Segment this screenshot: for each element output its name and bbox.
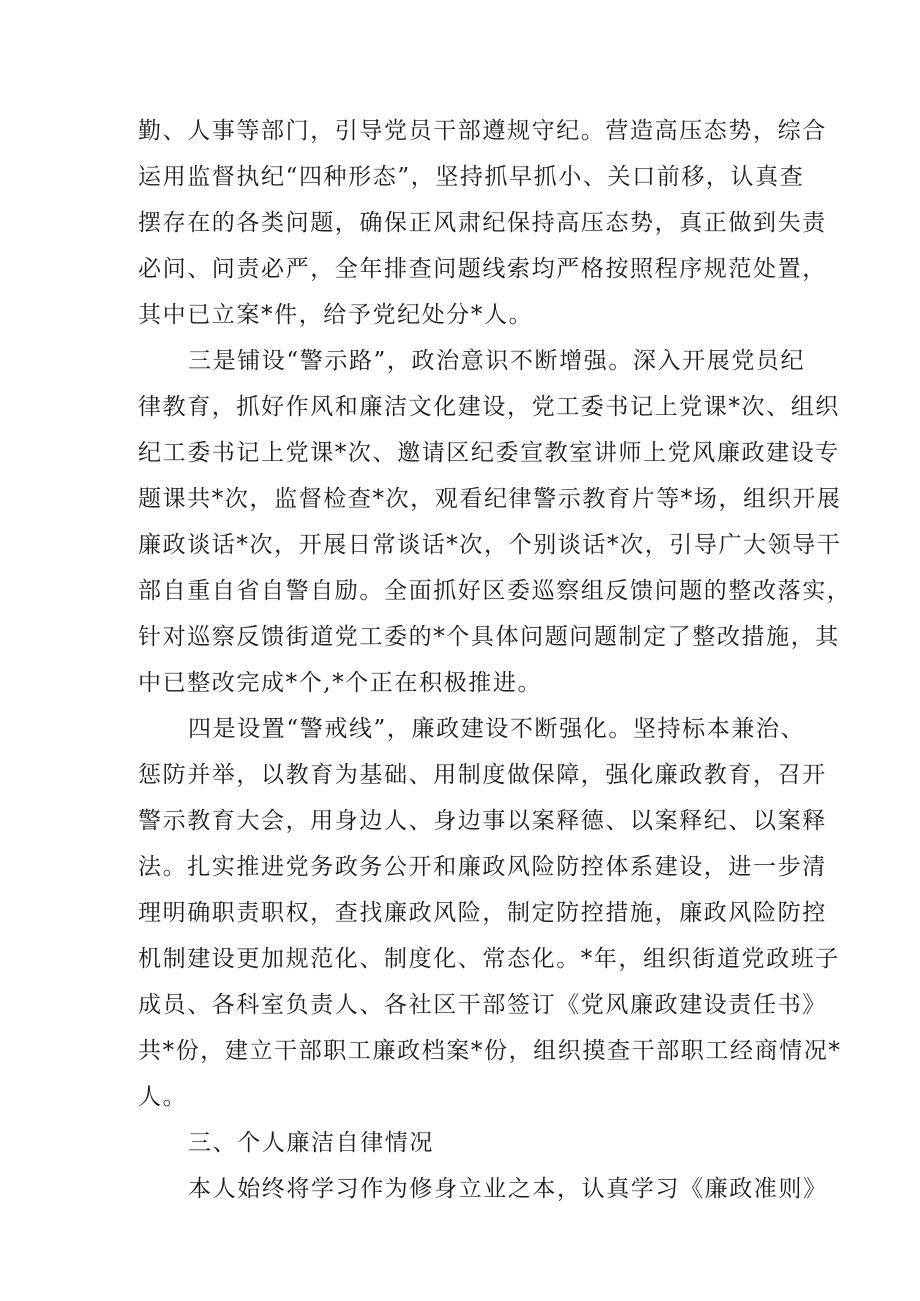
text-line: 机制建设更加规范化、制度化、常态化。*年，组织街道党政班子	[138, 946, 840, 972]
section-heading: 三、个人廉洁自律情况	[188, 1130, 434, 1156]
paragraph-start-line: 四是设置“警戒线”，廉政建设不断强化。坚持标本兼治、	[188, 716, 806, 742]
paragraph-start-line: 三是铺设“警示路”，政治意识不断增强。深入开展党员纪	[188, 348, 806, 374]
text-line: 警示教育大会，用身边人、身边事以案释德、以案释纪、以案释	[138, 808, 827, 834]
text-line: 其中已立案*件，给予党纪处分*人。	[138, 302, 534, 328]
text-line: 运用监督执纪“四种形态”，坚持抓早抓小、关口前移，认真查	[138, 164, 805, 190]
text-line: 中已整改完成*个,*个正在积极推进。	[138, 670, 543, 696]
text-line: 理明确职责职权，查找廉政风险，制定防控措施，廉政风险防控	[138, 900, 827, 926]
text-line: 部自重自省自警自励。全面抓好区委巡察组反馈问题的整改落实，	[138, 578, 852, 604]
text-line: 纪工委书记上党课*次、邀请区纪委宣教室讲师上党风廉政建设专	[138, 440, 840, 466]
text-line: 人。	[138, 1084, 188, 1110]
text-line: 针对巡察反馈街道党工委的*个具体问题问题制定了整改措施，其	[138, 624, 840, 650]
text-line: 廉政谈话*次，开展日常谈话*次，个别谈话*次，引导广大领导干	[138, 532, 842, 558]
paragraph-start-line: 本人始终将学习作为修身立业之本，认真学习《廉政准则》	[188, 1176, 828, 1202]
text-line: 律教育，抓好作风和廉洁文化建设，党工委书记上党课*次、组织	[138, 394, 840, 420]
text-line: 惩防并举，以教育为基础、用制度做保障，强化廉政教育，召开	[138, 762, 827, 788]
text-line: 必问、问责必严，全年排查问题线索均严格按照程序规范处置，	[138, 256, 827, 282]
text-line: 法。扎实推进党务政务公开和廉政风险防控体系建设，进一步清	[138, 854, 827, 880]
text-line: 题课共*次，监督检查*次，观看纪律警示教育片等*场，组织开展	[138, 486, 842, 512]
text-line: 勤、人事等部门，引导党员干部遵规守纪。营造高压态势，综合	[138, 118, 827, 144]
text-line: 共*份，建立干部职工廉政档案*份，组织摸查干部职工经商情况*	[138, 1038, 842, 1064]
text-line: 成员、各科室负责人、各社区干部签订《党风廉政建设责任书》	[138, 992, 827, 1018]
text-line: 摆存在的各类问题，确保正风肃纪保持高压态势，真正做到失责	[138, 210, 827, 236]
